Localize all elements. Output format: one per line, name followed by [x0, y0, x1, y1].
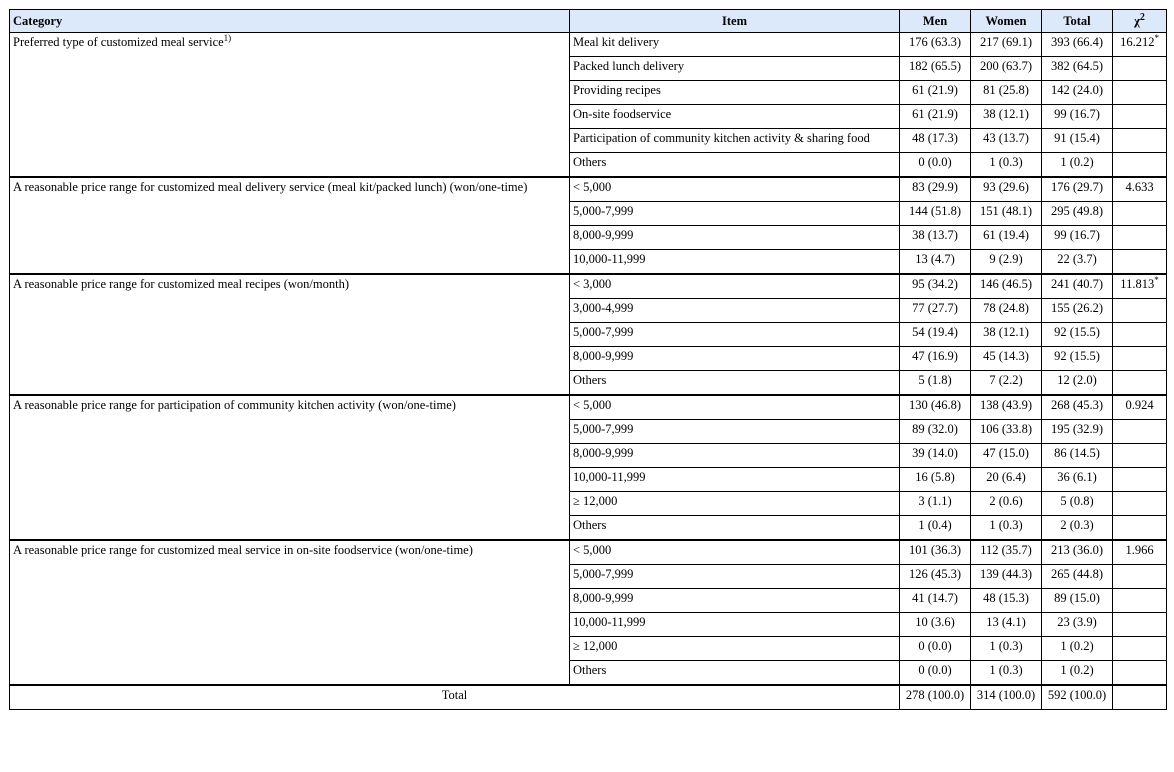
item-cell: 5,000-7,999 [570, 420, 900, 444]
total-cell: 1 (0.2) [1042, 661, 1113, 686]
total-total: 592 (100.0) [1042, 685, 1113, 710]
category-cell [10, 33, 570, 178]
men-cell: 41 (14.7) [900, 589, 971, 613]
total-cell: 12 (2.0) [1042, 371, 1113, 396]
total-men: 278 (100.0) [900, 685, 971, 710]
chi-square-cell [1113, 250, 1167, 275]
header-row [10, 10, 1167, 33]
women-cell: 1 (0.3) [971, 637, 1042, 661]
footnote-marker: 1) [223, 33, 232, 43]
total-women: 314 (100.0) [971, 685, 1042, 710]
total-cell: 2 (0.3) [1042, 516, 1113, 541]
chi-square-cell [1113, 444, 1167, 468]
total-label: Total [10, 685, 900, 710]
table-row [10, 33, 1167, 57]
women-cell: 217 (69.1) [971, 33, 1042, 57]
category-label: A reasonable price range for customized meal delivery service (meal kit/packed lunch) (won/one-time) [13, 180, 528, 194]
chi-square-cell [1113, 323, 1167, 347]
chi-square-cell [1113, 57, 1167, 81]
table-row [10, 274, 1167, 299]
women-cell: 78 (24.8) [971, 299, 1042, 323]
chi-square-cell [1113, 637, 1167, 661]
item-cell: 5,000-7,999 [570, 323, 900, 347]
item-cell: Others [570, 661, 900, 686]
chi-square-cell [1113, 299, 1167, 323]
chi-square-cell [1113, 613, 1167, 637]
men-cell: 3 (1.1) [900, 492, 971, 516]
category-cell [10, 177, 570, 274]
table-row [10, 395, 1167, 420]
women-cell: 112 (35.7) [971, 540, 1042, 565]
item-cell: 3,000-4,999 [570, 299, 900, 323]
men-cell: 61 (21.9) [900, 81, 971, 105]
category-label: A reasonable price range for customized meal service in on-site foodservice (won/one-time) [13, 543, 473, 557]
total-cell: 89 (15.0) [1042, 589, 1113, 613]
item-cell: 10,000-11,999 [570, 468, 900, 492]
total-cell: 1 (0.2) [1042, 637, 1113, 661]
significance-marker: * [1154, 33, 1159, 43]
table-header [10, 10, 1167, 33]
men-cell: 16 (5.8) [900, 468, 971, 492]
men-cell: 89 (32.0) [900, 420, 971, 444]
item-cell: 8,000-9,999 [570, 444, 900, 468]
header-women: Women [971, 10, 1042, 33]
total-cell: 382 (64.5) [1042, 57, 1113, 81]
total-cell: 176 (29.7) [1042, 177, 1113, 202]
women-cell: 47 (15.0) [971, 444, 1042, 468]
total-cell: 1 (0.2) [1042, 153, 1113, 178]
chi-square-value: 1.966 [1125, 543, 1154, 557]
women-cell: 139 (44.3) [971, 565, 1042, 589]
women-cell: 38 (12.1) [971, 105, 1042, 129]
total-cell: 36 (6.1) [1042, 468, 1113, 492]
men-cell: 0 (0.0) [900, 637, 971, 661]
total-cell: 295 (49.8) [1042, 202, 1113, 226]
item-cell: < 5,000 [570, 395, 900, 420]
men-cell: 101 (36.3) [900, 540, 971, 565]
chi-square-cell [1113, 516, 1167, 541]
header-chi-square [1113, 10, 1167, 33]
item-cell: 5,000-7,999 [570, 202, 900, 226]
total-cell: 195 (32.9) [1042, 420, 1113, 444]
men-cell: 48 (17.3) [900, 129, 971, 153]
item-cell: Participation of community kitchen activity & sharing food [570, 129, 900, 153]
chi-square-value: 4.633 [1125, 180, 1154, 194]
men-cell: 130 (46.8) [900, 395, 971, 420]
category-cell [10, 274, 570, 395]
men-cell: 95 (34.2) [900, 274, 971, 299]
significance-marker: * [1154, 275, 1159, 285]
survey-table [9, 9, 1167, 710]
total-cell: 22 (3.7) [1042, 250, 1113, 275]
chi-symbol: χ [1134, 13, 1140, 28]
item-cell: ≥ 12,000 [570, 492, 900, 516]
category-cell [10, 395, 570, 540]
chi-square-cell [1113, 371, 1167, 396]
women-cell: 45 (14.3) [971, 347, 1042, 371]
category-label: A reasonable price range for participation of community kitchen activity (won/one-time) [13, 398, 456, 412]
women-cell: 48 (15.3) [971, 589, 1042, 613]
item-cell: 8,000-9,999 [570, 226, 900, 250]
chi-square-value: 11.813 [1120, 277, 1155, 291]
chi-square-cell [1113, 202, 1167, 226]
chi-square-cell [1113, 540, 1167, 565]
women-cell: 93 (29.6) [971, 177, 1042, 202]
men-cell: 1 (0.4) [900, 516, 971, 541]
table-row [10, 177, 1167, 202]
men-cell: 182 (65.5) [900, 57, 971, 81]
total-cell: 241 (40.7) [1042, 274, 1113, 299]
item-cell: On-site foodservice [570, 105, 900, 129]
men-cell: 176 (63.3) [900, 33, 971, 57]
men-cell: 61 (21.9) [900, 105, 971, 129]
women-cell: 43 (13.7) [971, 129, 1042, 153]
total-cell: 92 (15.5) [1042, 347, 1113, 371]
women-cell: 38 (12.1) [971, 323, 1042, 347]
total-cell: 99 (16.7) [1042, 105, 1113, 129]
women-cell: 138 (43.9) [971, 395, 1042, 420]
chi-square-value: 16.212 [1120, 35, 1155, 49]
chi-square-cell [1113, 177, 1167, 202]
women-cell: 151 (48.1) [971, 202, 1042, 226]
total-cell: 393 (66.4) [1042, 33, 1113, 57]
item-cell: 10,000-11,999 [570, 250, 900, 275]
men-cell: 0 (0.0) [900, 661, 971, 686]
item-cell: Meal kit delivery [570, 33, 900, 57]
men-cell: 126 (45.3) [900, 565, 971, 589]
header-category: Category [10, 10, 570, 33]
item-cell: < 5,000 [570, 540, 900, 565]
men-cell: 144 (51.8) [900, 202, 971, 226]
men-cell: 54 (19.4) [900, 323, 971, 347]
category-label: Preferred type of customized meal service [13, 35, 224, 49]
item-cell: 10,000-11,999 [570, 613, 900, 637]
women-cell: 106 (33.8) [971, 420, 1042, 444]
chi-square-cell [1113, 420, 1167, 444]
table-body [10, 33, 1167, 686]
total-cell: 99 (16.7) [1042, 226, 1113, 250]
total-cell: 91 (15.4) [1042, 129, 1113, 153]
item-cell: 8,000-9,999 [570, 589, 900, 613]
men-cell: 10 (3.6) [900, 613, 971, 637]
men-cell: 77 (27.7) [900, 299, 971, 323]
total-cell: 86 (14.5) [1042, 444, 1113, 468]
category-cell [10, 540, 570, 685]
chi-square-cell [1113, 565, 1167, 589]
chi-square-cell [1113, 33, 1167, 57]
item-cell: < 3,000 [570, 274, 900, 299]
item-cell: Others [570, 516, 900, 541]
total-cell: 213 (36.0) [1042, 540, 1113, 565]
men-cell: 39 (14.0) [900, 444, 971, 468]
women-cell: 1 (0.3) [971, 661, 1042, 686]
item-cell: Others [570, 371, 900, 396]
men-cell: 47 (16.9) [900, 347, 971, 371]
total-cell: 92 (15.5) [1042, 323, 1113, 347]
item-cell: 5,000-7,999 [570, 565, 900, 589]
item-cell: 8,000-9,999 [570, 347, 900, 371]
chi-square-value: 0.924 [1125, 398, 1154, 412]
men-cell: 13 (4.7) [900, 250, 971, 275]
women-cell: 13 (4.1) [971, 613, 1042, 637]
men-cell: 0 (0.0) [900, 153, 971, 178]
women-cell: 1 (0.3) [971, 153, 1042, 178]
chi-square-cell [1113, 129, 1167, 153]
total-cell: 265 (44.8) [1042, 565, 1113, 589]
women-cell: 7 (2.2) [971, 371, 1042, 396]
women-cell: 9 (2.9) [971, 250, 1042, 275]
total-cell: 155 (26.2) [1042, 299, 1113, 323]
men-cell: 38 (13.7) [900, 226, 971, 250]
chi-square-cell [1113, 492, 1167, 516]
chi-square-cell [1113, 347, 1167, 371]
total-row [10, 685, 1167, 710]
item-cell: Others [570, 153, 900, 178]
chi-square-cell [1113, 395, 1167, 420]
header-item: Item [570, 10, 900, 33]
total-cell: 5 (0.8) [1042, 492, 1113, 516]
women-cell: 200 (63.7) [971, 57, 1042, 81]
chi-square-cell [1113, 105, 1167, 129]
total-cell: 142 (24.0) [1042, 81, 1113, 105]
women-cell: 1 (0.3) [971, 516, 1042, 541]
women-cell: 81 (25.8) [971, 81, 1042, 105]
item-cell: Providing recipes [570, 81, 900, 105]
chi-square-cell [1113, 81, 1167, 105]
women-cell: 61 (19.4) [971, 226, 1042, 250]
category-label: A reasonable price range for customized meal recipes (won/month) [13, 277, 349, 291]
chi-square-cell [1113, 226, 1167, 250]
item-cell: Packed lunch delivery [570, 57, 900, 81]
item-cell: ≥ 12,000 [570, 637, 900, 661]
item-cell: < 5,000 [570, 177, 900, 202]
chi-square-cell [1113, 468, 1167, 492]
table-row [10, 540, 1167, 565]
chi-square-cell [1113, 153, 1167, 178]
men-cell: 83 (29.9) [900, 177, 971, 202]
total-cell: 23 (3.9) [1042, 613, 1113, 637]
header-total: Total [1042, 10, 1113, 33]
table-footer [10, 685, 1167, 710]
total-chi [1113, 685, 1167, 710]
men-cell: 5 (1.8) [900, 371, 971, 396]
women-cell: 146 (46.5) [971, 274, 1042, 299]
chi-square-cell [1113, 661, 1167, 686]
chi-square-cell [1113, 274, 1167, 299]
chi-exponent: 2 [1139, 11, 1145, 23]
total-cell: 268 (45.3) [1042, 395, 1113, 420]
header-men: Men [900, 10, 971, 33]
chi-square-cell [1113, 589, 1167, 613]
women-cell: 2 (0.6) [971, 492, 1042, 516]
women-cell: 20 (6.4) [971, 468, 1042, 492]
